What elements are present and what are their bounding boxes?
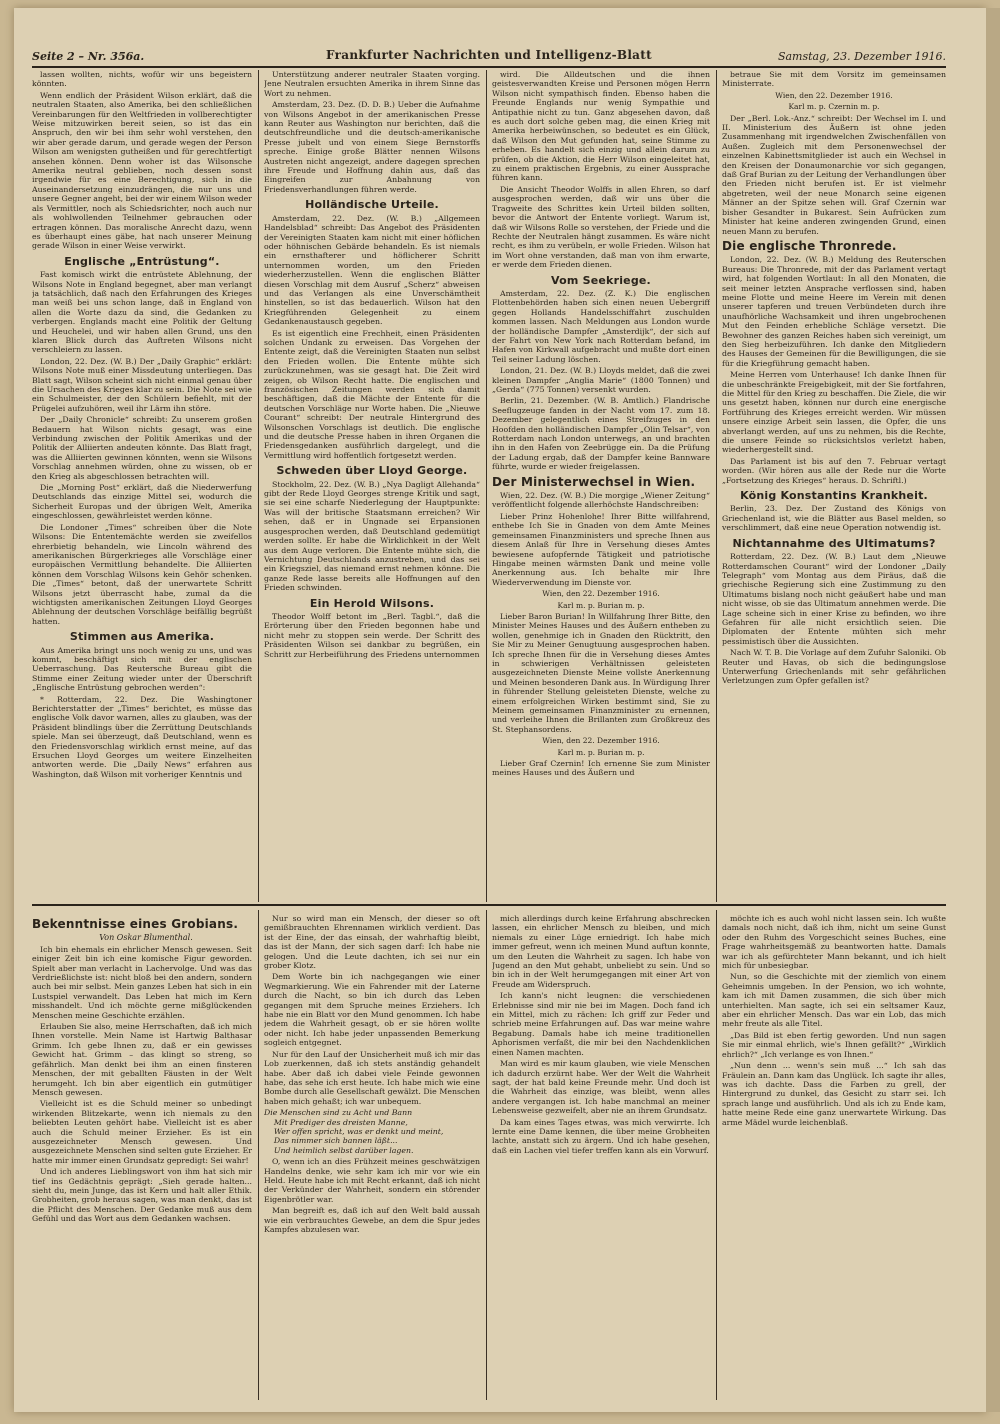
paragraph: Amsterdam, 22. Dez. (W. B.) „Allgemeen Handelsblad“ schreibt: Das Angebot des Präsidenten der Vereinigten Staaten kam nicht mit einer höflichen oder höhnischen Gebärde behandeln. Es ist niemals ein ernsthafterer und höflicherer Schritt unternommen worden, um den Frieden wiederherzustellen. Wenn die englischen Blätter diesen Vorschlag mit dem Ausruf „Scherz“ abweisen und das Verlangen als eine Unverschämtheit hinstellen, so ist das bedauerlich. Wilson hat den Kriegführenden Gelegenheit zu einem Gedankenaustausch gegeben. xyxy=(264,213,480,327)
paragraph: Fast komisch wirkt die entrüstete Ablehnung, der Wilsons Note in England begegnet, aber man verlangt ja tatsächlich, daß nach den Erfahrungen des Krieges man weiß bei uns schon lange, daß in England von allen die Worte dazu da sind, die Gedanken zu verbergen. Englands macht eine Politik der Geltung und Heuchelei, und wir haben allen Grund, uns den klaren Blick durch das Auftreten Wilsons nicht verschleiern zu lassen. xyxy=(32,270,252,355)
paragraph: Nun, so die Geschichte mit der ziemlich von einem Geheimnis umgeben. In der Pension, wo ich wohnte, kam ich mit Damen zusammen, die sich über mich unterhielten. Man sagte, ich sei ein seltsamer Kauz, aber ein ehrlicher Mensch. Das war ein Lob, das mich mehr freute als alle Titel. xyxy=(722,972,946,1029)
paragraph: Rotterdam, 22. Dez. (W. B.) Laut dem „Nieuwe Rotterdamschen Courant“ wird der Londoner „Daily Telegraph“ vom Montag aus dem Piräus, daß die griechische Regierung sich eine Zustimmung zu den Ultimatums bislang noch nicht geäußert habe und man nicht wisse, ob sie das Ultimatum annehmen werde. Die Lage scheine sich in einer Krise zu befinden, wo ihre Gefahren für alle nicht ersichtlich seien. Die Diplomaten der Entente mühten sich mehr pessimistisch über die Aussichten. xyxy=(722,552,946,646)
section-divider xyxy=(32,904,946,906)
article-headline: Nichtannahme des Ultimatums? xyxy=(732,536,936,550)
paragraph: London, 22. Dez. (W. B.) Meldung des Reuterschen Bureaus: Die Thronrede, mit der das Parlament vertagt wird, hat folgenden Wortlaut: In all den Monaten, die seit meiner letzten Ansprache verflossen sind, haben meine Flotte und meine Heere im Verein mit denen unserer tapferen und treuen Verbündeten durch ihre unaufhörliche Wachsamkeit und ihren ungebrochenen Mut den Feinden erhebliche Schläge versetzt. Die Bewohner des ganzen Reiches haben sich vereinigt, um den Sieg herbeizuführen. Ich danke den Mitgliedern des Hauses der Gemeinen für die Bewilligungen, die sie für die Kriegführung gemacht haben. xyxy=(722,255,946,368)
paragraph: O, wenn ich an dies Frühzeit meines geschwätzigen Handelns denke, wie sehr kam ich mir vor wie ein Held. Heute habe ich mit Recht erkannt, daß ich nicht der Verkünder der Wahrheit, sondern ein störender Eigenbrötler war. xyxy=(264,1157,480,1204)
paragraph: Unterstützung anderer neutraler Staaten vorging. Jene Neutralen ersuchten Amerika in ihrem Sinne das Wort zu nehmen. xyxy=(264,70,480,98)
page-header xyxy=(32,48,946,68)
paragraph: Erlauben Sie also, meine Herrschaften, daß ich mich Ihnen vorstelle. Mein Name ist Hartwig Balthasar Grimm. Ich gebe Ihnen zu, daß er ein gewisses Gewicht hat. Grimm – das klingt so streng, so gefährlich. Man denkt bei ihm an einen finsteren Menschen, der mit geballten Fäusten in der Welt herumgeht. Ich bin aber eigentlich ein gutmütiger Mensch gewesen. xyxy=(32,1022,252,1097)
paragraph: Man begreift es, daß ich auf den Welt bald aussah wie ein verbrauchtes Gewebe, an dem die Spur jedes Kampfes abzulesen war. xyxy=(264,1206,480,1234)
article-headline: Der Ministerwechsel in Wien. xyxy=(492,474,696,489)
feuilleton-column-3 xyxy=(492,914,710,1400)
paragraph: „Das Bild ist eben fertig geworden. Und nun sagen Sie mir einmal ehrlich, wie's Ihnen gefällt?“ „Wirklich ehrlich?“ „Ich verlange es von Ihnen.“ xyxy=(722,1030,946,1059)
paragraph: möchte ich es auch wohl nicht lassen sein. Ich wußte damals noch nicht, daß ich ihm, nicht um seine Gunst oder den Ruhm des Vorgeschicht seines Buches, eine Frage wahrheitsgemäß zu beantworten hatte. Damals war ich als gefürchteter Mann bekannt, und ich hielt mich für unbesiegbar. xyxy=(722,914,946,971)
paragraph: Amsterdam, 23. Dez. (D. D. B.) Ueber die Aufnahme von Wilsons Angebot in der amerikanischen Presse kann Reuter aus Washington nur berichten, daß die deutschfreundliche und die deutsch-amerikanische Presse jubelt und von einem Siege Bernstorffs spreche. Einige große Blätter nennen Wilsons Austreten nicht angezeigt, andere dagegen sprechen ihre Freude und Hoffnung dahin aus, daß das Eingreifen zur Anbahnung von Friedensverhandlungen führen werde. xyxy=(264,100,480,194)
paragraph: Nach W. T. B. Die Vorlage auf dem Zufuhr Saloniki. Ob Reuter und Havas, ob sich die bedingungslose Unterwerfung Griechenlands mit sehr gefährlichen Verletzungen zum Opfer gefallen ist? xyxy=(722,648,946,686)
adjacent-page-edge xyxy=(986,8,1000,1412)
paragraph: Lieber Prinz Hohenlohe! Ihrer Bitte willfahrend, enthebe Ich Sie in Gnaden von dem Amte Meines gemeinsamen Finanzministers und spreche Ihnen aus diesem Anlaß für Ihre in Versehung dieses Amtes bewiesene aufopfernde Tätigkeit und patriotische Hingabe meinen wärmsten Dank und meine volle Anerkennung aus. Ich behalte mir Ihre Wiederverwendung im Dienste vor. xyxy=(492,511,710,587)
paragraph: Dem Worte bin ich nachgegangen wie einer Wegmarkierung. Wie ein Fahrender mit der Laterne durch die Nacht, so bin ich durch das Leben gegangen mit dem Spruche meines Erziehers. Ich habe nie ein Blatt vor den Mund genommen. Ich habe jedem die Wahrheit gesagt, ob er sie hören wollte oder nicht. Ich habe jeder unpassenden Bemerkung sogleich entgegnet. xyxy=(264,972,480,1048)
paragraph: Lieber Graf Czernin! Ich ernenne Sie zum Minister meines Hauses und des Äußern und xyxy=(492,759,710,778)
paragraph: Das Parlament ist bis auf den 7. Februar vertagt worden. (Wir hören aus alle der Rede nur die Worte „Fortsetzung des Krieges“ heraus. D. Schriftl.) xyxy=(722,456,946,485)
column-4 xyxy=(722,70,946,900)
paragraph: Der „Daily Chronicle“ schreibt: Zu unserem großen Bedauern hat Wilson nichts gesagt, was eine Verbindung zwischen der Politik Amerikas und der Politik der Alliierten andeuten könnte. Das Blatt fragt, was die Alliierten gewinnen könnten, wenn sie Wilsons Vorschlag annehmen würden, ohne zu wissen, ob er den Krieg als abgeschlossen betrachten will. xyxy=(32,415,252,481)
paragraph: Die „Morning Post“ erklärt, daß die Niederwerfung Deutschlands das einzige Mittel sei, wodurch die Sicherheit Europas und der übrigen Welt, Amerika eingeschlossen, gewährleistet werden könne. xyxy=(32,483,252,521)
column-1 xyxy=(32,70,252,900)
column-2 xyxy=(264,70,480,900)
column-divider xyxy=(716,70,717,902)
feuilleton-byline: Von Oskar Blumenthal. xyxy=(99,933,193,943)
paragraph: * Rotterdam, 22. Dez. Die Washingtoner Berichterstatter der „Times“ berichtet, es müsse das englische Volk davor warnen, alles zu glauben, was der Präsident blindlings über die Zerrüttung Deutschlands spiele. Man sei überzeugt, daß Deutschland, wenn es den Friedensvorschlag wirklich ernst meine, auf das Ersuchen Lloyd Georges um weitere Einzelheiten antworten werde. Die „Daily News“ erfahren aus Washington, daß Wilson mit vorheriger Kenntnis und xyxy=(32,694,252,779)
paragraph: mich allerdings durch keine Erfahrung abschrecken lassen, ein ehrlicher Mensch zu bleiben, und mich niemals zu einer Lüge erniedrigt. Ich habe mich immer gefreut, wenn ich meinen Mund auftun konnte, um den Leuten die Wahrheit zu sagen. Ich habe von Jugend an den Mut gehabt, unbeliebt zu sein. Und so bin ich in der Welt herumgegangen mit einer Art von Freude am Widerspruch. xyxy=(492,914,710,989)
paragraph: Stockholm, 22. Dez. (W. B.) „Nya Dagligt Allehanda“ gibt der Rede Lloyd Georges strenge Kritik und sagt, sie sei eine scharfe Niederlegung der Hauptpunkte: Was will der britische Staatsmann erreichen? Wir sehen, daß er in Ungnade sei Erpansionen ausgesprochen werden, daß Deutschland gedemütigt werden sollte. Er habe die Wirklichkeit in der Welt aus dem Auge verloren. Die Entente mühte sich, die Vernichtung Deutschlands anzustreben, und das sei ein Kriegsziel, das niemand ernst nehmen könne. Die ganze Rede lasse bereits alle Hoffnungen auf den Frieden schwinden. xyxy=(264,479,480,593)
dateline: Wien, den 22. Dezember 1916. xyxy=(542,589,660,599)
paragraph: Wenn endlich der Präsident Wilson erklärt, daß die neutralen Staaten, also Amerika, bei den schließlichen Vereinbarungen für den Weltfrieden in vollberechtigter Weise mitzuwirken bereit seien, so ist das ein Anspruch, den wir bei ihm sehr wohl verstehen, den wir aber gerade darum, und gerade wegen der Person Wilson am wenigsten gutheißen und für gerechtfertigt ansehen können. Denn woher ist das Wilsonsche Amerika neutral geblieben, noch dessen sonst irgendwie für es eine Berechtigung, sich in die Auseinandersetzung einzudrängen, die nur uns und unsere Gegner angeht, bei der wir einem Wilson weder als Vermittler, noch als Schiedsrichter, noch auch nur als wohlwollenden Teilnehmer gebrauchen oder ertragen können. Das moralische Anrecht dazu, wenn es überhaupt eines gäbe, hat nach unserer Meinung gerade Wilson in einer Weise verwirkt. xyxy=(32,90,252,251)
paragraph: Da kam eines Tages etwas, was mich verwirrte. Ich lernte eine Dame kennen, die über meine Grobheiten lachte, anstatt sich zu ärgern. Und ich habe gesehen, daß ein Lachen viel tiefer treffen kann als ein Vorwurf. xyxy=(492,1117,710,1155)
feuilleton-column-2 xyxy=(264,914,480,1400)
article-headline: König Konstantins Krankheit. xyxy=(740,489,928,503)
column-divider xyxy=(258,910,259,1400)
paragraph: Berlin, 21. Dezember. (W. B. Amtlich.) Flandrische Seeflugzeuge fanden in der Nacht vom 17. zum 18. Dezember gelegentlich eines Streifzuges in den Hoofden den holländischen Dampfer „Olin Telsar“, von Rotterdam nach London unterwegs, an und brachten ihn in den Hafen von Zeebrügge ein. Da die Prüfung der Ladung ergab, daß der Dampfer keine Bannware führte, wurde er wieder freigelassen. xyxy=(492,396,710,472)
issue-date: Samstag, 23. Dezember 1916. xyxy=(777,50,946,63)
column-3 xyxy=(492,70,710,900)
newspaper-title: Frankfurter Nachrichten und Intelligenz-Blatt xyxy=(326,48,652,62)
article-headline: Holländische Urteile. xyxy=(305,198,439,212)
paragraph: London, 21. Dez. (W. B.) Lloyds meldet, daß die zwei kleinen Dampfer „Anglia Marie“ (1800 Tonnen) und „Gerda“ (775 Tonnen) versenkt wurden. xyxy=(492,366,710,394)
article-headline: Die englische Thronrede. xyxy=(722,238,897,253)
feuilleton-column-4 xyxy=(722,914,946,1400)
article-headline: Englische „Entrüstung“. xyxy=(64,254,220,268)
paragraph: Vielleicht ist es die Schuld meiner so unbedingt wirkenden Blitzekarte, wenn ich niemals zu den beliebten Leuten gehört habe. Vielleicht ist es aber auch die Schuld meiner Erzieher. Es ist ein ausgezeichneter Mensch gewesen. Und ausgezeichnete Menschen sind selten gute Erzieher. Er hatte mir immer einen Grundsatz gepredigt: Sei wahr! xyxy=(32,1099,252,1165)
paragraph: Nur so wird man ein Mensch, der dieser so oft gemißbrauchten Ehrennamen wirklich verdient. Das ist der Eine, der das einsah, der wahrhaftig bleibt, das ist der Mann, der sich sagen darf: Ich habe nie gelogen. Und die Leute dachten, ich sei nur ein grober Klotz. xyxy=(264,914,480,971)
paragraph: Lieber Baron Burian! In Willfahrung Ihrer Bitte, den Minister Meines Hauses und des Äußern entheben zu wollen, genehmige ich in Gnaden den Rücktritt, den Sie Mir zu Meiner Genugtuung ausgesprochen haben. Ich spreche Ihnen für die in Versehung dieses Amtes in schwierigen Verhältnissen geleisteten ausgezeichneten Dienste Meine vollste Anerkennung und Meinen besonderen Dank aus. In Würdigung Ihrer in führender Stellung geleisteten Dienste, welche zu einem erfolgreichen Wirken bestimmt sind, Sie zu Meinem gemeinsamen Finanzminister zu ernennen, und verleihe Ihnen die Brillanten zum Großkreuz des St. Stephansordens. xyxy=(492,611,710,734)
article-headline: Stimmen aus Amerika. xyxy=(69,630,215,644)
article-headline: Vom Seekriege. xyxy=(551,273,651,287)
feuilleton-column-1 xyxy=(32,914,252,1400)
paragraph: Ich kann's nicht leugnen: die verschiedenen Erlebnisse sind mir nie bei im Magen. Doch fand ich ein Mittel, mich zu rächen: Ich griff zur Feder und schrieb meine Erfahrungen auf. Das war meine wahre Begabung. Damals habe ich meine traditionellen Aphorismen verfaßt, die mir bei den Nachdenklichen einen Namen machten. xyxy=(492,991,710,1057)
verse: Die Menschen sind zu Acht und Bann Mit Prediger des dreisten Manne, Wer offen spricht, was er denkt und meint, Das nimmer sich bannen läßt... Und heimlich selbst darüber lagen. xyxy=(264,1108,444,1155)
paragraph: wird. Die Alldeutschen und die ihnen geistesverwandten Kreise und Personen mögen Herrn Wilson nicht sympathisch finden. Ebenso haben die Freunde Englands nur wenig Sympathie und Antipathie nicht zu tun. Ganz abgesehen davon, daß es auch dort solche geben mag, die einen Krieg mit Amerika herbeiwünschen, so bedeutet es ein Glück, daß Wilson den Mut gefunden hat, seine Stimme zu erheben. Es handelt sich einzig und allein darum zu prüfen, ob die Aktion, die Herr Wilson eingeleitet hat, zu einem praktischen Ergebnis, zu einer Aussprache führen kann. xyxy=(492,70,710,183)
column-divider xyxy=(716,910,717,1400)
paragraph: Amsterdam, 22. Dez. (Z. K.) Die englischen Flottenbehörden haben sich einen neuen Uebergriff gegen Hollands Handelsschiffahrt zuschulden kommen lassen. Nach Meldungen aus London wurde der holländische Dampfer „Amsterdijk“, der sich auf der Fahrt von New York nach Rotterdam befand, im Hafen von Kirkwall aufgebracht und mußte dort einen Teil seiner Ladung löschen. xyxy=(492,288,710,364)
paragraph: „Nun denn ... wenn's sein muß ...“ Ich sah das Fräulein an. Dann kam das Unglück. Ich sagte ihr alles, was ich dachte. Dass die Farben zu grell, der Hintergrund zu dunkel, das Gesicht zu starr sei. Ich sprach lange und ausführlich. Und als ich zu Ende kam, hatte meine Rede eine ganz unerwartete Wirkung. Das arme Mädel wurde leichenblaß. xyxy=(722,1061,946,1127)
column-divider xyxy=(486,910,487,1400)
paragraph: Ich bin ehemals ein ehrlicher Mensch gewesen. Seit einiger Zeit bin ich eine komische Figur geworden. Spielt aber man verlacht in Lachervolge. Und was das Verdrießlichste ist: nicht bloß bei den andern, sondern auch bei mir selbst. Mein ganzes Leben hat sich in ein Lustspiel verwandelt. Das Leben hat mich im Kern misshandelt. Und ich möchte gerne mißglückenden Menschen meine Geschichte erzählen. xyxy=(32,944,252,1020)
paragraph: Berlin, 23. Dez. Der Zustand des Königs von Griechenland ist, wie die Blätter aus Basel melden, so verschlimmert, daß eine neue Operation notwendig ist. xyxy=(722,504,946,533)
signature: Karl m. p. Burian m. p. xyxy=(557,747,645,757)
column-divider xyxy=(258,70,259,902)
signature: Karl m. p. Burian m. p. xyxy=(557,600,645,610)
column-divider xyxy=(486,70,487,902)
paragraph: lassen wollten, nichts, wofür wir uns begeistern könnten. xyxy=(32,70,252,89)
dateline: Wien, den 22. Dezember 1916. xyxy=(775,90,893,100)
paragraph: Der „Berl. Lok.-Anz.“ schreibt: Der Wechsel im I. und II. Ministerium des Äußern ist ohne jeden Zusammenhang mit irgendwelchen Zwischenfällen von Außen. Zugleich mit dem Personenwechsel der einzelnen Kabinettsmitglieder ist auch ein Wechsel in den Kreisen der Donaumonarchie vor sich gegangen, daß Graf Burian zu der Leitung der Verhandlungen über den Frieden nicht berufen ist. Er ist vielmehr abgetreten, weil der neue Monarch seine eigenen Männer an der Spitze sehen will. Graf Czernin war bisher Gesandter in Bukarest. Sein Aufrücken zum Minister hat keine anderen zwingenden Grund, einen neuen Mann zu berufen. xyxy=(722,113,946,236)
paragraph: Die Ansicht Theodor Wolffs in allen Ehren, so darf ausgesprochen werden, daß wir uns über die Tragweite des Schrittes kein Urteil bilden sollten, bevor die Antwort der Entente vorliegt. Warum ist, daß wir Wilsons Rolle so verstehen, der Friede und die Rechte der Neutralen hängt zusammen. Es wäre nicht recht, es ihm zu verübeln, er wolle Frieden. Wilson hat im Wort ohne verstanden, daß man von ihm erwarte, er werde dem Frieden dienen. xyxy=(492,184,710,270)
paragraph: Aus Amerika bringt uns noch wenig zu uns, und was kommt, beschäftigt sich mit der englischen Ueberraschung. Das Reutersche Bureau gibt die Stimme einer Zeitung wieder unter der Überschrift „Englische Entrüstung gebrochen werden“: xyxy=(32,645,252,693)
paragraph: Man wird es mir kaum glauben, wie viele Menschen ich dadurch erzürnt habe. Wer der Welt die Wahrheit sagt, der hat bald keine Freunde mehr. Und doch ist die Wahrheit das einzige, was bleibt, wenn alles andere vergangen ist. Ich habe manchmal an meiner Lebensweise gezweifelt, aber nie an ihrem Grundsatz. xyxy=(492,1059,710,1116)
paragraph: Wien, 22. Dez. (W. B.) Die morgige „Wiener Zeitung“ veröffentlicht folgende allerhöchste Handschreiben: xyxy=(492,491,710,510)
paragraph: London, 22. Dez. (W. B.) Der „Daily Graphic“ erklärt: Wilsons Note muß einer Missdeutung unterliegen. Das Blatt sagt, Wilson scheint sich nicht einmal genau über die Ursachen des Krieges klar zu sein. Die Note sei wie ein Schulmeister, der den Schülern befiehlt, mit der Prügelei aufzuhören, weil ihr Lärm ihn störe. xyxy=(32,356,252,413)
paragraph: Und ich anderes Lieblingswort von ihm hat sich mir tief ins Gedächtnis geprägt: „Sieh gerade halten... sieht du, mein Junge, das ist Kern und halt aller Ethik. Grobheiten, grob heraus sagen, was man denkt, das ist die Pflicht des Menschen. Der Gedanke muß aus dem Gefühl und das Wort aus dem Gedanken wachsen. xyxy=(32,1167,252,1224)
paragraph: Meine Herren vom Unterhause! Ich danke Ihnen für die unbeschränkte Freigebigkeit, mit der Sie fortfahren, die Mittel für den Krieg zu beschaffen. Die Ziele, die wir uns gesetzt haben, können nur durch eine energische Fortführung des Krieges erreicht werden. Wir müssen unsere einzige Arbeit sein lassen, die Opfer, die uns abverlangt werden, auf uns zu nehmen, bis die Rechte, die unsere Feinde so rücksichtslos verletzt haben, wiederhergestellt sind. xyxy=(722,370,946,455)
paragraph: Theodor Wolff betont im „Berl. Tagbl.“, daß die Erörterung über den Frieden begonnen habe und nicht mehr zu stoppen sein werde. Der Schritt des Präsidenten Wilson sei dankbar zu begrüßen, ein Schritt zur Herbeiführung des Friedens unternommen xyxy=(264,611,480,659)
signature: Karl m. p. Czernin m. p. xyxy=(788,102,880,112)
paragraph: betraue Sie mit dem Vorsitz im gemeinsamen Ministerrate. xyxy=(722,70,946,89)
feuilleton-title: Bekenntnisse eines Grobians. xyxy=(32,917,239,931)
paragraph: Es ist eigentlich eine Frechheit, einen Präsidenten solchen Undank zu erweisen. Das Vorgehen der Entente zeigt, daß die Vereinigten Staaten nun selbst den Frieden wollen. Die Entente mühte sich zurückzunehmen, was sie gesagt hat. Die Zeit wird zeigen, ob Wilson Recht hatte. Die englischen und französischen Zeitungen werden sich damit beschäftigen, daß die Mächte der Entente für die deutschen Vorschläge nur Worte haben. Die „Nieuwe Courant“ schreibt: Der neutrale Hintergrund des Wilsonschen Vorschlags ist deutlich. Die englische und die deutsche Presse haben in ihren Organen die Friedensgedanken ausführlich dargelegt, und die Vermittlung wird hoffentlich fortgesetzt werden. xyxy=(264,328,480,460)
article-headline: Schweden über Lloyd George. xyxy=(276,464,468,478)
dateline: Wien, den 22. Dezember 1916. xyxy=(542,736,660,746)
paragraph: Nur für den Lauf der Unsicherheit muß ich mir das Lob zuerkennen, daß ich stets anständig gehandelt habe. Aber daß ich dabei viele Feinde gewonnen habe, das sehe ich erst heute. Ich habe mich wie eine Bombe durch alle Gesellschaft gewälzt. Die Menschen haben mich gehaßt; ich war unbequem. xyxy=(264,1049,480,1106)
article-headline: Ein Herold Wilsons. xyxy=(309,596,435,610)
page-number: Seite 2 – Nr. 356a. xyxy=(32,50,145,63)
paragraph: Die Londoner „Times“ schreiben über die Note Wilsons: Die Ententemächte werden sie zweifellos ehrerbietig behandeln, wie Lincoln während des amerikanischen Bürgerkrieges alle Vorschläge einer europäischen Vermittlung behandelte. Die Alliierten können dem Vorschlag Wilsons kein Gehör schenken. Die „Times“ betont, daß der unerwartete Schritt Wilsons jetzt überrascht habe, zumal da die wichtigsten amerikanischen Zeitungen Lloyd Georges Ablehnung der deutschen Vorschläge beifällig begrüßt hatten. xyxy=(32,522,252,626)
